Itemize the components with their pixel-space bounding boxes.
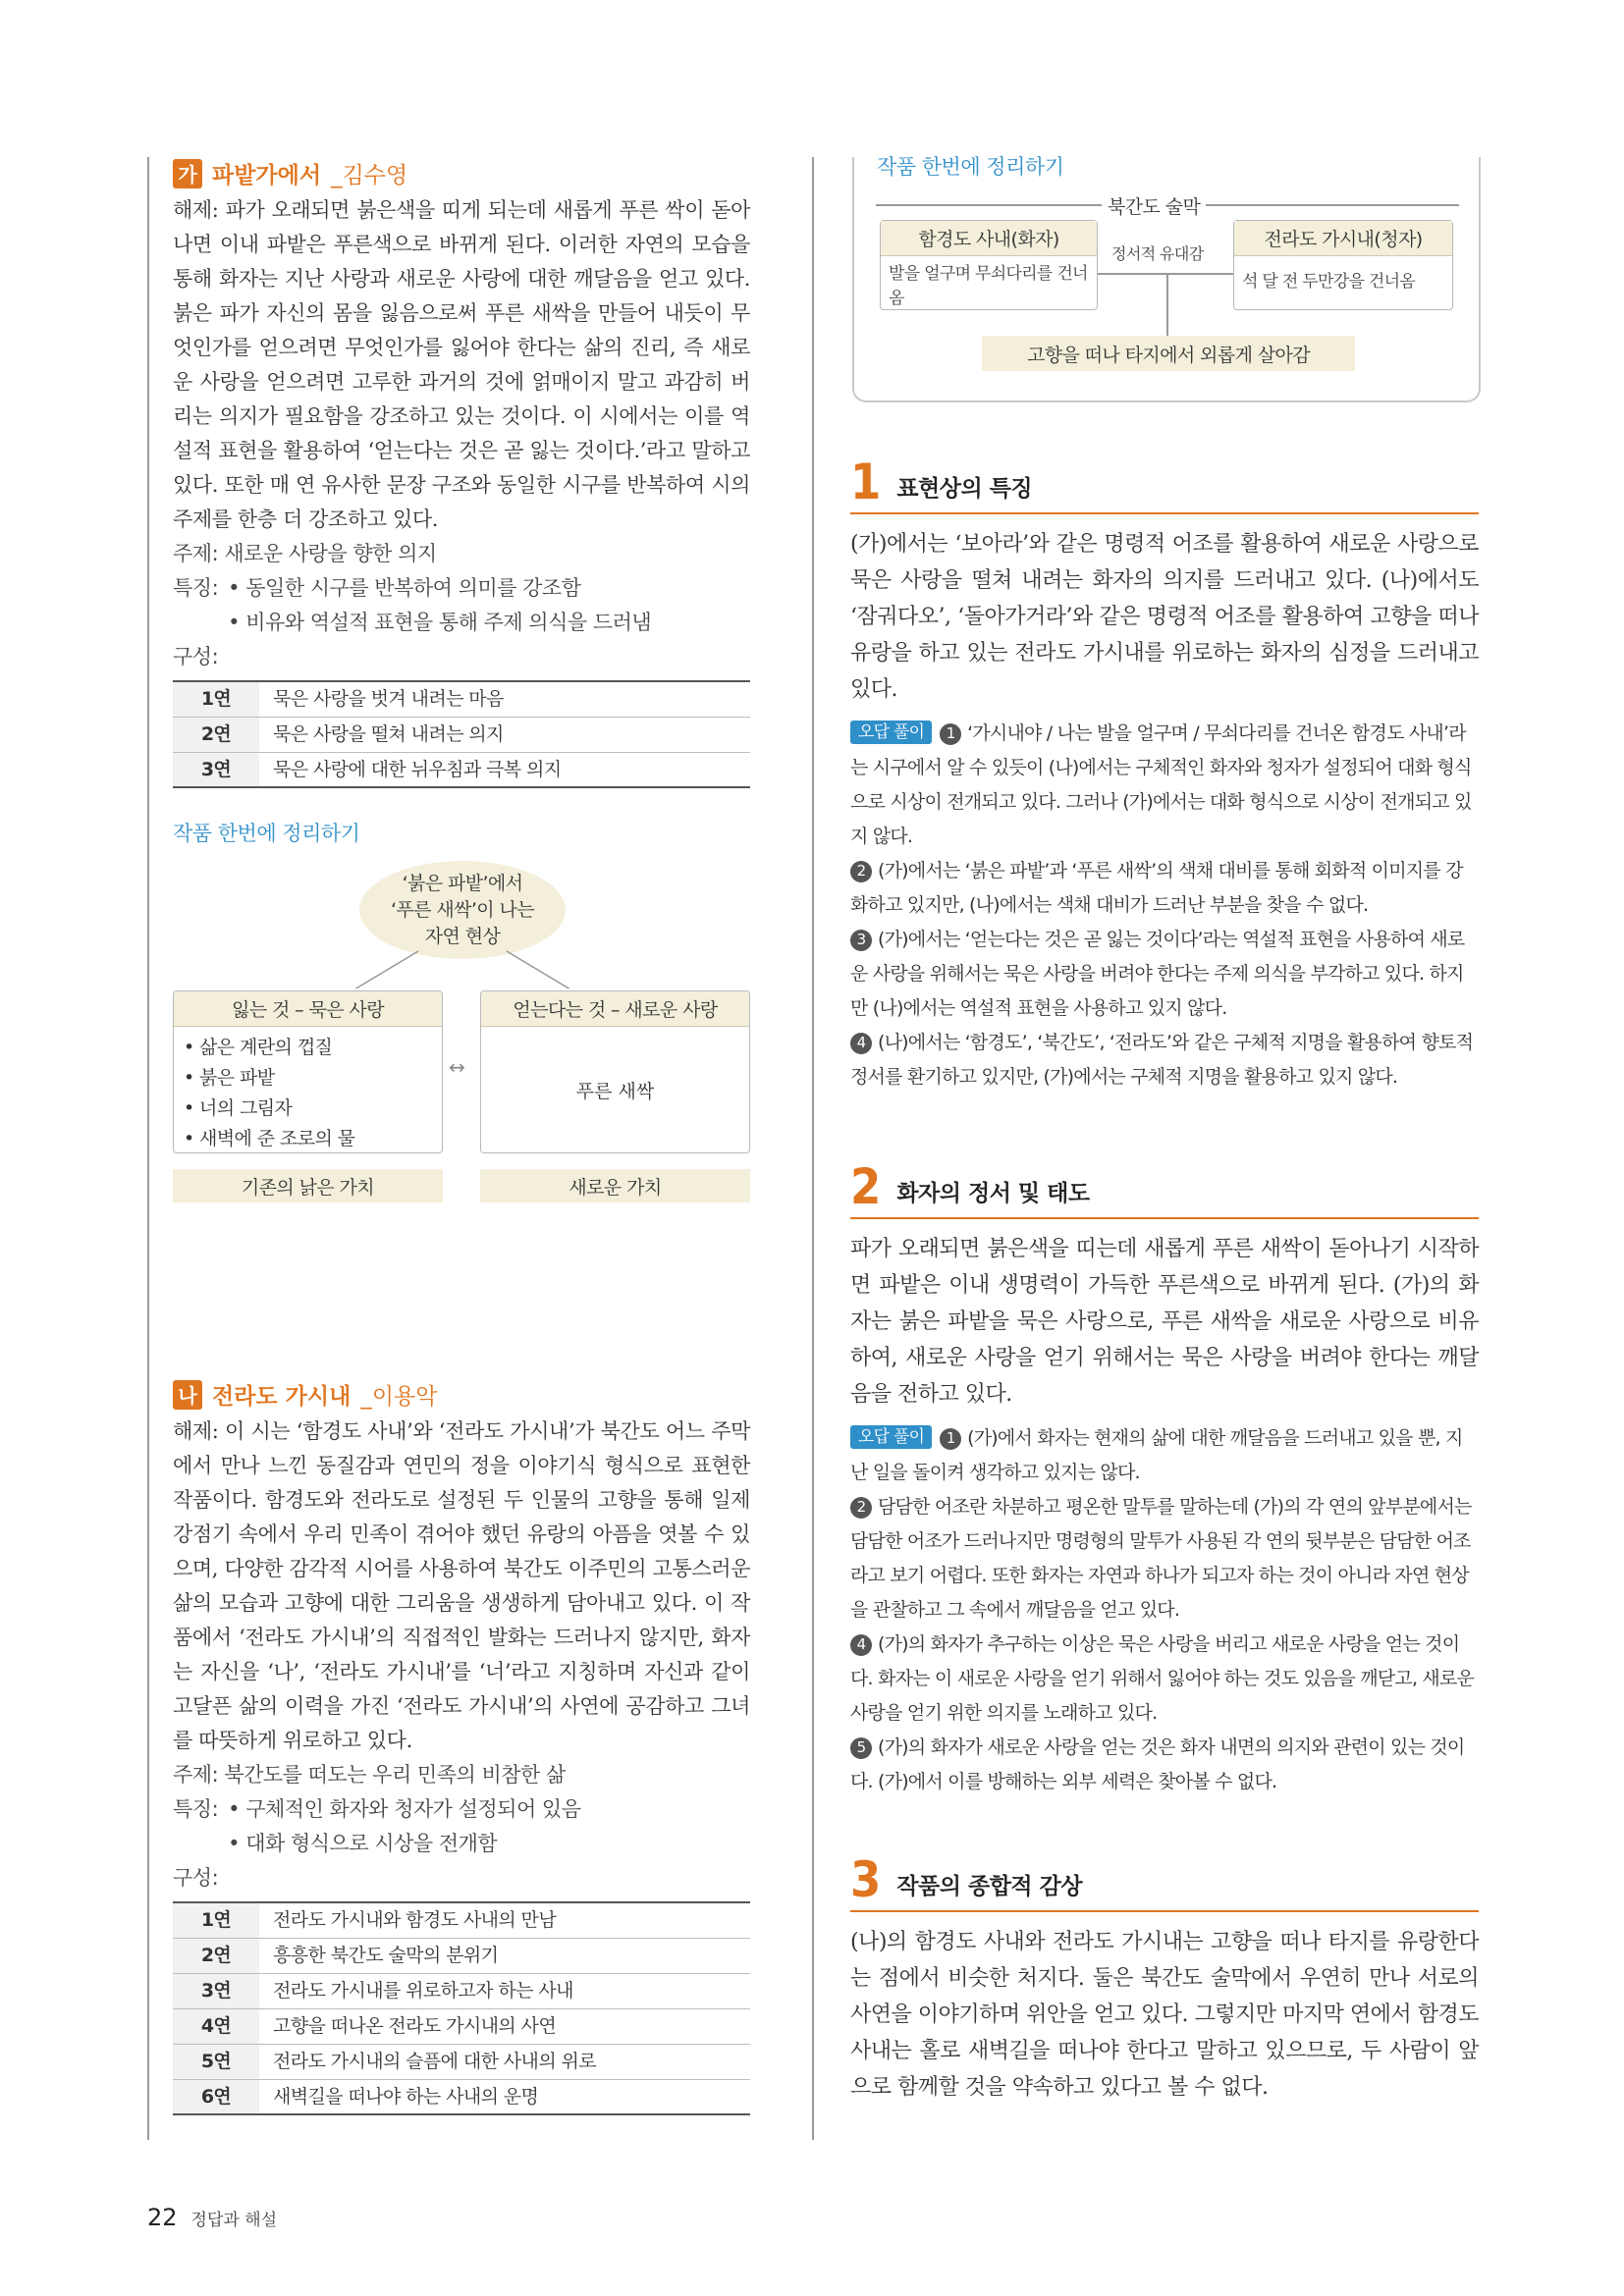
listener-box	[1233, 220, 1453, 310]
lose-box-header: 잃는 것 – 묵은 사랑	[174, 991, 442, 1027]
table-row	[173, 2008, 750, 2044]
stanza-number: 4연	[173, 2008, 259, 2044]
section-number: 2	[850, 1158, 882, 1215]
stanza-desc: 고향을 떠나온 전라도 가시내의 사연	[259, 2008, 750, 2044]
stanza-desc: 전라도 가시내를 위로하고자 하는 사내	[259, 1973, 750, 2008]
left-column	[173, 157, 750, 1204]
stanza-desc: 전라도 가시내와 함경도 사내의 만남	[259, 1902, 750, 1938]
features-label: 특징:	[173, 576, 219, 600]
wrong-answer-text: ‘가시내야 / 나는 발을 얼구며 / 무쇠다리를 건너온 함경도 사내’라는 시구에서 알 수 있듯이 (나)에서는 구체적인 화자와 청자가 설정되어 대화 형식으로 시상이 전개되고 있다. 그러나 (가)에서는 대화 형식으로 시상이 전개되고 있지 않다.	[850, 722, 1472, 847]
poem-a-header	[173, 157, 750, 189]
poem-a-interpretation: 해제: 파가 오래되면 붉은색을 띠게 되는데 새롭게 푸른 싹이 돋아나면 이내 파밭은 푸른색으로 바뀌게 된다. 이러한 자연의 모습을 통해 화자는 지난 사랑과 새로운 사랑에 대한 깨달음을 얻고 있다. 붉은 파가 자신의 몸을 잃음으로써 푸른 새싹을 만들어 내듯이 무엇인가를 얻으려면 무엇인가를 잃어야 한다는 삶의 진리, 즉 새로운 사랑을 얻으려면 고루한 과거의 것에 얽매이지 말고 과감히 버리는 의지가 필요함을 강조하고 있는 것이다. 이 시에서는 이를 역설적 표현을 활용하여 ‘얻는다는 것은 곧 잃는 것이다.’라고 말하고 있다. 또한 매 연 유사한 문장 구조와 동일한 시구를 반복하여 시의 주제를 한층 더 강조하고 있다.	[173, 198, 750, 531]
feature-item: • 대화 형식으로 시상을 전개함	[228, 1832, 498, 1855]
wrong-answer-item	[850, 1731, 1479, 1799]
section-2-body: 파가 오래되면 붉은색을 띠는데 새롭게 푸른 새싹이 돋아나기 시작하면 파밭은 이내 생명력이 가득한 푸른색으로 바뀌게 된다. (가)의 화자는 붉은 파밭을 묵은 사랑으로, 푸른 새싹을 새로운 사랑으로 비유하여, 새로운 사랑을 얻기 위해서는 묵은 사랑을 버려야 한다는 깨달음을 전하고 있다.	[850, 1237, 1479, 1407]
poem-a-title: 파밭가에서	[212, 163, 322, 188]
circled-number: 5	[850, 1737, 872, 1759]
section-title: 화자의 정서 및 태도	[896, 1181, 1090, 1206]
stanza-desc: 묵은 사랑을 떨쳐 내려는 의지	[259, 717, 750, 752]
listener-box-body: 석 달 전 두만강을 건너옴	[1242, 272, 1416, 292]
circled-number: 1	[940, 723, 961, 745]
section-1-body: (가)에서는 ‘보아라’와 같은 명령적 어조를 활용하여 새로운 사랑으로 묵은 사랑을 떨쳐 내려는 화자의 의지를 드러내고 있다. (나)에서도 ‘잠궈다오’, ‘돌아가거라’와 같은 명령적 어조를 활용하여 고향을 떠나 유랑을 하고 있는 전라도 가시내를 위로하는 화자의 심정을 드러내고 있다.	[850, 532, 1479, 702]
poem-a-features	[173, 571, 750, 640]
table-row	[173, 1902, 750, 1938]
circled-number: 4	[850, 1634, 872, 1656]
page-footer	[147, 2204, 277, 2231]
wrong-answer-text: (나)에서는 ‘함경도’, ‘북간도’, ‘전라도’와 같은 구체적 지명을 활용하여 향토적 정서를 환기하고 있지만, (가)에서는 구체적 지명을 활용하고 있지 않다.	[850, 1032, 1474, 1088]
list-item: • 너의 그림자	[184, 1097, 293, 1119]
list-item: • 삶은 계란의 껍질	[184, 1037, 333, 1058]
section-number: 3	[850, 1851, 882, 1908]
page-section-label: 정답과 해설	[190, 2211, 278, 2230]
ellipse-line: ‘푸른 새싹’이 나는	[390, 898, 535, 921]
wrong-answer-badge: 오답 풀이	[850, 721, 932, 744]
diagram-lose-box	[173, 990, 443, 1153]
stanza-number: 1연	[173, 1902, 259, 1938]
stanza-number: 3연	[173, 752, 259, 787]
table-row	[173, 2044, 750, 2079]
poem-a-summary-title: 작품 한번에 정리하기	[173, 822, 360, 845]
poem-a-badge: 가	[173, 159, 202, 188]
poem-b-title: 전라도 가시내	[212, 1384, 352, 1410]
center-column-rule	[812, 157, 814, 2140]
poem-a-diagram	[173, 861, 752, 1204]
stanza-number: 2연	[173, 1938, 259, 1973]
ellipse-line: 자연 현상	[424, 925, 501, 947]
poem-b-features	[173, 1792, 750, 1861]
section-2-wrong-answers	[850, 1421, 1479, 1799]
wrong-answer-text: 담담한 어조란 차분하고 평온한 말투를 말하는데 (가)의 각 연의 앞부분에서는 담담한 어조가 드러나지만 명령형의 말투가 사용된 각 연의 뒷부분은 담담한 어조라고 보기 어렵다. 또한 화자는 자연과 하나가 되고자 하는 것이 아니라 자연 현상을 관찰하고 그 속에서 깨달음을 얻고 있다.	[850, 1496, 1472, 1621]
circled-number: 4	[850, 1033, 872, 1054]
diagram-new-value: 새로운 가치	[480, 1169, 750, 1202]
feature-item: • 구체적인 화자와 청자가 설정되어 있음	[228, 1797, 581, 1821]
wrong-answer-item	[850, 854, 1479, 923]
ellipse-line: ‘붉은 파밭’에서	[402, 872, 523, 894]
section-title: 작품의 종합적 감상	[896, 1874, 1083, 1899]
speaker-box-body: 발을 얼구며 무쇠다리를 건너옴	[889, 264, 1088, 308]
stanza-desc: 묵은 사랑에 대한 뉘우침과 극복 의지	[259, 752, 750, 787]
right-summary-diagram	[852, 157, 1481, 402]
structure-label: 구성:	[173, 645, 219, 668]
wrong-answer-text: (가)의 화자가 새로운 사랑을 얻는 것은 화자 내면의 의지와 관련이 있는 것이다. (가)에서 이를 방해하는 외부 세력은 찾아볼 수 없다.	[850, 1736, 1465, 1792]
speaker-box-header: 함경도 사내(화자)	[881, 221, 1097, 256]
feature-item: • 동일한 시구를 반복하여 의미를 강조함	[228, 576, 581, 600]
stanza-number: 2연	[173, 717, 259, 752]
poem-b-badge: 나	[173, 1380, 202, 1410]
stanza-number: 1연	[173, 681, 259, 717]
left-column-rule	[147, 157, 149, 2140]
poem-b-header	[173, 1378, 750, 1411]
circled-number: 2	[850, 1497, 872, 1519]
left-column-bottom	[173, 1378, 750, 2115]
wrong-answer-item	[850, 717, 1479, 854]
wrong-answer-item	[850, 1628, 1479, 1731]
gain-box-header: 얻는다는 것 – 새로운 사랑	[481, 991, 749, 1027]
wrong-answer-item	[850, 1490, 1479, 1628]
section-number: 1	[850, 454, 882, 510]
double-arrow-icon: ↔	[449, 1055, 465, 1079]
stanza-desc: 묵은 사랑을 벗겨 내려는 마음	[259, 681, 750, 717]
wrong-answer-text: (가)에서 화자는 현재의 삶에 대한 깨달음을 드러내고 있을 뿐, 지난 일을 돌이켜 생각하고 있지는 않다.	[850, 1427, 1463, 1483]
section-title: 표현상의 특징	[896, 476, 1033, 502]
wrong-answer-badge: 오답 풀이	[850, 1425, 932, 1449]
wrong-answer-item	[850, 1421, 1479, 1490]
poem-a-structure-table	[173, 680, 750, 788]
connector-vertical	[1166, 273, 1168, 336]
poem-b-author: _이용악	[360, 1384, 438, 1410]
diagram-connector-lines	[173, 861, 752, 988]
section-3-header	[850, 1851, 1479, 1912]
diagram-old-value: 기존의 낡은 가치	[173, 1169, 443, 1202]
connector-horizontal	[1098, 273, 1233, 275]
stanza-number: 5연	[173, 2044, 259, 2079]
table-row	[173, 752, 750, 787]
gain-box-content: 푸른 새싹	[575, 1080, 655, 1102]
table-row	[173, 2079, 750, 2114]
table-row	[173, 681, 750, 717]
circled-number: 1	[940, 1428, 961, 1450]
table-row	[173, 1938, 750, 1973]
stanza-number: 6연	[173, 2079, 259, 2114]
right-summary-title: 작품 한번에 정리하기	[877, 155, 1064, 179]
section-1-wrong-answers	[850, 717, 1479, 1095]
wrong-answer-item	[850, 923, 1479, 1026]
emotional-bond-label: 정서적 유대감	[1111, 244, 1204, 263]
poem-b-theme: 주제: 북간도를 떠도는 우리 민족의 비참한 삶	[173, 1763, 566, 1787]
section-2-header	[850, 1158, 1479, 1219]
list-item: • 붉은 파밭	[184, 1067, 275, 1089]
section-3-body: (나)의 함경도 사내와 전라도 가시내는 고향을 떠나 타지를 유랑한다는 점에서 비슷한 처지다. 둘은 북간도 술막에서 우연히 만나 서로의 사연을 이야기하며 위안을 얻고 있다. 그렇지만 마지막 연에서 함경도 사내는 홀로 새벽길을 떠나야 한다고 말하고 있으므로, 두 사람이 앞으로 함께할 것을 약속하고 있다고 볼 수 없다.	[850, 1930, 1479, 2100]
section-1-header	[850, 454, 1479, 514]
stanza-desc: 전라도 가시내의 슬픔에 대한 사내의 위로	[259, 2044, 750, 2079]
list-item: • 새벽에 준 조로의 물	[184, 1128, 355, 1149]
diagram-gain-box	[480, 990, 750, 1153]
table-row	[173, 1973, 750, 2008]
feature-item: • 비유와 역설적 표현을 통해 주제 의식을 드러냄	[228, 611, 652, 634]
speaker-box	[880, 220, 1098, 310]
wrong-answer-text: (가)에서는 ‘얻는다는 것은 곧 잃는 것이다’라는 역설적 표현을 사용하여 새로운 사랑을 위해서는 묵은 사랑을 버려야 한다는 주제 의식을 부각하고 있다. 하지만 (나)에서는 역설적 표현을 사용하고 있지 않다.	[850, 929, 1465, 1019]
lose-box-list	[174, 1027, 442, 1160]
stanza-desc: 새벽길을 떠나야 하는 사내의 운명	[259, 2079, 750, 2114]
circled-number: 2	[850, 861, 872, 882]
stanza-desc: 흥흥한 북간도 술막의 분위기	[259, 1938, 750, 1973]
features-label: 특징:	[173, 1797, 219, 1821]
page-number: 22	[147, 2204, 178, 2231]
poem-b-interpretation: 해제: 이 시는 ‘함경도 사내’와 ‘전라도 가시내’가 북간도 어느 주막에서 만나 느낀 동질감과 연민의 정을 이야기식 형식으로 표현한 작품이다. 함경도와 전라도로 설정된 두 인물의 고향을 통해 일제 강점기 속에서 우리 민족이 겪어야 했던 유랑의 아픔을 엿볼 수 있으며, 다양한 감각적 시어를 사용하여 북간도 이주민의 고통스러운 삶의 모습과 고향에 대한 그리움을 생생하게 담아내고 있다. 이 작품에서 ‘전라도 가시내’의 직접적인 발화는 드러나지 않지만, 화자는 자신을 ‘나’, ‘전라도 가시내’를 ‘너’라고 지칭하며 자신과 같이 고달픈 삶의 이력을 가진 ‘전라도 가시내’의 사연에 공감하고 그녀를 따뜻하게 위로하고 있다.	[173, 1419, 750, 1752]
diagram-bottom-banner: 고향을 떠나 타지에서 외롭게 살아감	[982, 336, 1355, 371]
poem-b-structure-table	[173, 1901, 750, 2115]
diagram-top-label: 북간도 술막	[1102, 192, 1206, 219]
wrong-answer-text: (가)의 화자가 추구하는 이상은 묵은 사랑을 버리고 새로운 사랑을 얻는 것이다. 화자는 이 새로운 사랑을 얻기 위해서 잃어야 하는 것도 있음을 깨닫고, 새로운 사랑을 얻기 위한 의지를 노래하고 있다.	[850, 1633, 1475, 1724]
wrong-answer-text: (가)에서는 ‘붉은 파밭’과 ‘푸른 새싹’의 색채 대비를 통해 회화적 이미지를 강화하고 있지만, (나)에서는 색채 대비가 드러난 부분을 찾을 수 없다.	[850, 860, 1463, 916]
poem-a-author: _김수영	[331, 163, 408, 188]
poem-a-theme: 주제: 새로운 사랑을 향한 의지	[173, 542, 437, 565]
circled-number: 3	[850, 930, 872, 951]
stanza-number: 3연	[173, 1973, 259, 2008]
listener-box-header: 전라도 가시내(청자)	[1234, 221, 1452, 256]
wrong-answer-item	[850, 1026, 1479, 1095]
table-row	[173, 717, 750, 752]
structure-label: 구성:	[173, 1866, 219, 1890]
